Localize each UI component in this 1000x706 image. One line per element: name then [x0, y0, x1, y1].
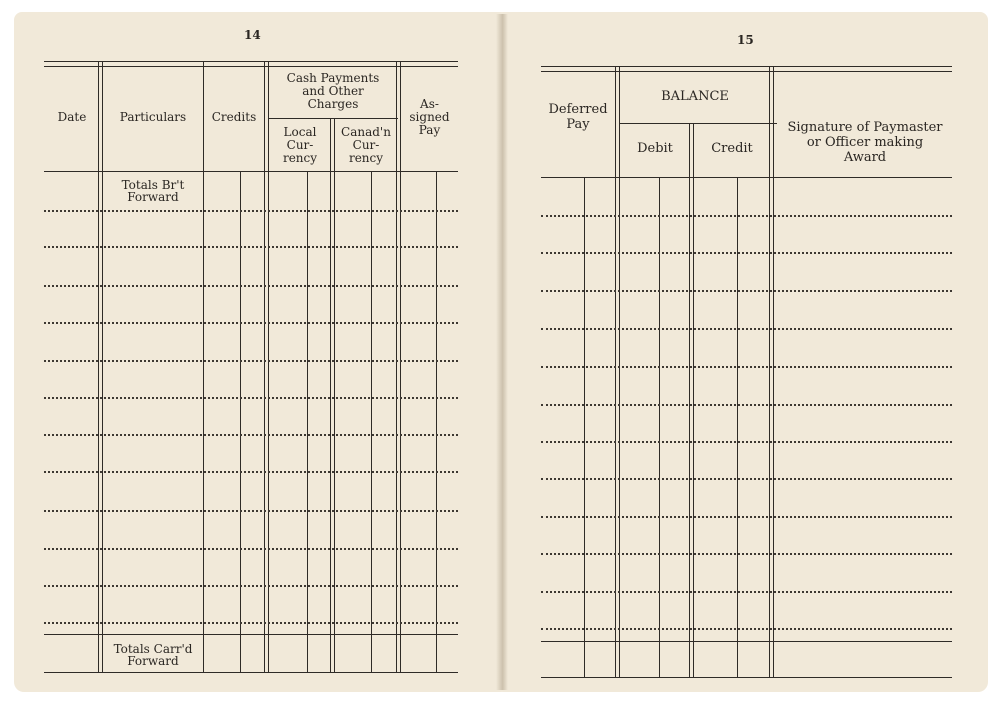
header-assigned-pay: As- signed Pay [409, 97, 450, 137]
header-credit: Credit [711, 141, 753, 156]
header-credits: Credits [211, 110, 257, 124]
totals-carried-forward: Totals Carr'd Forward [113, 642, 193, 668]
page-number-left: 14 [244, 28, 261, 42]
header-canadn-currency: Canad'n Cur- rency [341, 125, 391, 165]
header-debit: Debit [637, 141, 673, 156]
header-deferred-pay: Deferred Pay [548, 102, 608, 132]
totals-brought-forward: Totals Br't Forward [121, 178, 185, 204]
page-number-right: 15 [737, 33, 754, 47]
header-cash-payments: Cash Payments and Other Charges [286, 71, 380, 111]
header-particulars: Particulars [119, 110, 187, 124]
header-balance: BALANCE [661, 89, 729, 104]
header-date: Date [57, 110, 87, 124]
header-signature: Signature of Paymaster or Officer making Award [787, 120, 943, 165]
header-local-currency: Local Cur- rency [282, 125, 318, 165]
book-gutter [496, 14, 508, 690]
